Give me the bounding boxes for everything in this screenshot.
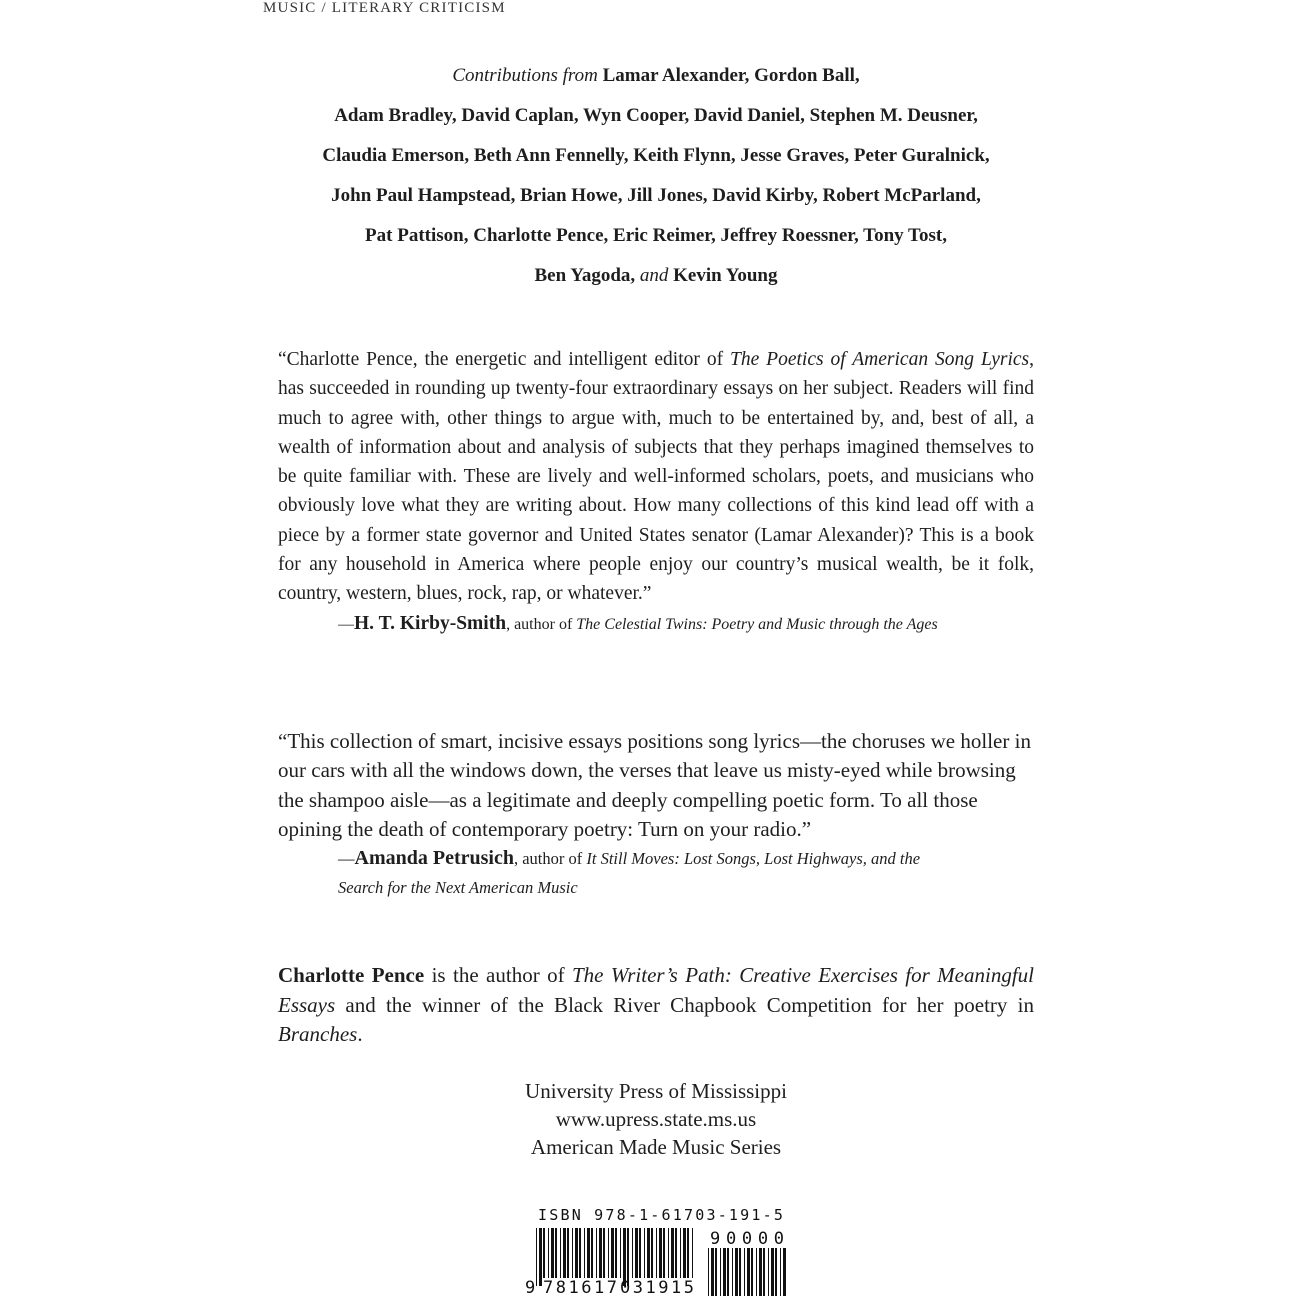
bio-text-a: is the author of xyxy=(424,963,572,987)
contributor-young: Kevin Young xyxy=(673,265,778,286)
category-label: MUSIC / LITERARY CRITICISM xyxy=(263,0,506,16)
bio-text-b: and the winner of the Black River Chapbook Competition for her poetry in xyxy=(335,992,1034,1017)
publisher-name: University Press of Mississippi xyxy=(525,1079,787,1103)
barcode-addon-bars xyxy=(708,1248,786,1296)
blurb-1-text-a: “Charlotte Pence, the energetic and intelligent editor of xyxy=(278,349,730,370)
contributors-line-5: Pat Pattison, Charlotte Pence, Eric Reimer, Jeffrey Roessner, Tony Tost, xyxy=(365,225,947,246)
addon-digits: 90000 xyxy=(710,1229,784,1249)
blurb-1-attribution xyxy=(278,609,1034,639)
attribution-dash: — xyxy=(338,615,354,633)
bio-name: Charlotte Pence xyxy=(278,963,425,987)
blurb-2-author-of: , author of xyxy=(513,849,587,869)
contributors-list xyxy=(278,58,1034,298)
blurb-2-author-book-line-1: It Still Moves: Lost Songs, Lost Highways, and the xyxy=(586,849,921,869)
editor-bio xyxy=(278,961,1034,1050)
contributors-names-1: Lamar Alexander, Gordon Ball, xyxy=(602,65,860,86)
bio-book-2: Branches xyxy=(278,1022,358,1046)
contributors-line-3: Claudia Emerson, Beth Ann Fennelly, Keith Flynn, Jesse Graves, Peter Guralnick, xyxy=(322,145,990,166)
ean-group-1: 781617 xyxy=(543,1278,617,1297)
blurb-1-quote xyxy=(278,345,1034,609)
barcode xyxy=(524,1226,794,1297)
blurb-2-author-book-line-2: Search for the Next American Music xyxy=(338,878,578,898)
publisher-block xyxy=(278,1077,1034,1161)
attribution-dash: — xyxy=(338,849,355,869)
isbn-label: ISBN 978-1-61703-191-5 xyxy=(538,1206,786,1224)
contributors-line-1 xyxy=(278,58,1034,98)
series-name: American Made Music Series xyxy=(530,1135,782,1159)
contributors-and: and xyxy=(639,265,669,286)
contributions-intro: Contributions from xyxy=(452,65,598,86)
contributor-yagoda: Ben Yagoda, xyxy=(534,265,636,286)
blurb-2-attribution xyxy=(278,844,1034,903)
blurb-kirby-smith xyxy=(278,345,1034,639)
blurb-2-author: Amanda Petrusich xyxy=(354,847,514,870)
contributors-line-4: John Paul Hampstead, Brian Howe, Jill Jones, David Kirby, Robert McParland, xyxy=(331,185,981,206)
ean-first-digit: 9 xyxy=(525,1278,536,1297)
contributors-line-2: Adam Bradley, David Caplan, Wyn Cooper, David Daniel, Stephen M. Deusner, xyxy=(334,105,978,126)
publisher-url: www.upress.state.ms.us xyxy=(555,1107,757,1131)
blurb-1-book-title: The Poetics of American Song Lyrics xyxy=(730,349,1030,370)
bio-text-c: . xyxy=(357,1022,363,1046)
blurb-2-quote: “This collection of smart, incisive essays positions song lyrics—the choruses we holler in our cars with all the windows down, the verses that leave us misty-eyed while browsing the shampoo aisle—as a legitimate and deeply compelling poetic form. To all those opining the death of contemporary poetry: Turn on your radio.” xyxy=(278,729,1031,841)
blurb-1-text-b: , has succeeded in rounding up twenty-four extraordinary essays on her subject. Readers will find much to agree with, other things to argue with, much to be entertained by, and, best of all, a wealth of information about and analysis of subjects that they perhaps imagined themselves to be quite familiar with. These are lively and well-informed scholars, poets, and musicians who obviously love what they are writing about. How many collections of this kind lead off with a piece by a former state governor and United States senator (Lamar Alexander)? This is a book for any household in America where people enjoy our country’s musical wealth, be it folk, country, western, blues, rock, rap, or whatever.” xyxy=(278,349,1034,605)
blurb-1-author-of: , author of xyxy=(506,615,577,633)
blurb-1-author-book: The Celestial Twins: Poetry and Music through the Ages xyxy=(576,615,938,633)
contributors-line-6 xyxy=(278,258,1034,298)
bio-book: The Writer’s Path: Creative Exercises for Meaningful Essays xyxy=(278,963,1034,1017)
blurb-petrusich xyxy=(278,727,1034,903)
ean-group-2: 031915 xyxy=(620,1278,694,1297)
blurb-1-author: H. T. Kirby-Smith xyxy=(354,612,507,634)
